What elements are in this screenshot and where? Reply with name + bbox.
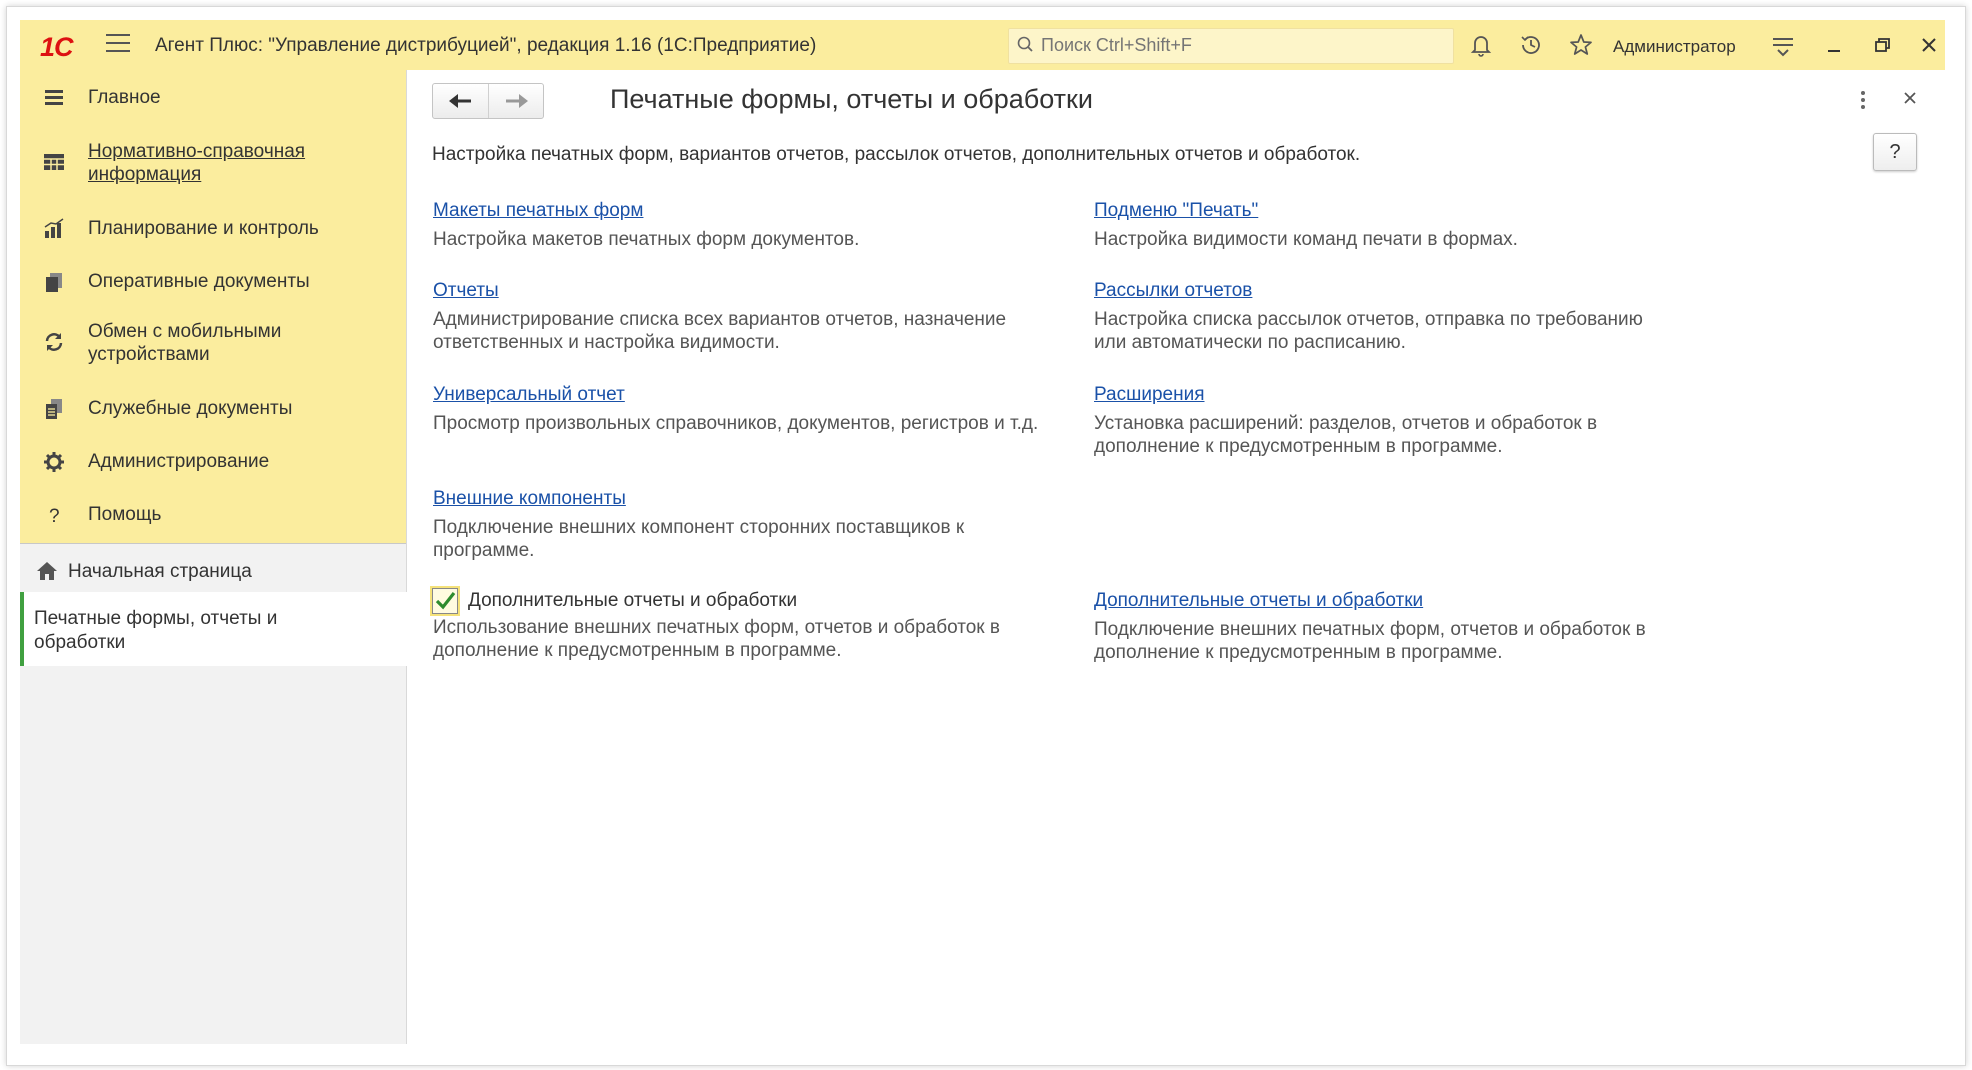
sync-icon (42, 330, 66, 354)
svg-text:?: ? (49, 506, 60, 527)
additional-reports-checkbox-row (432, 588, 797, 614)
print-submenu-link[interactable]: Подменю "Печать" (1094, 200, 1259, 221)
sidebar-item-label: Помощь (88, 504, 162, 525)
section-extensions (1094, 384, 1684, 458)
section-text: Просмотр произвольных справочников, документов, регистров и т.д. (433, 413, 1039, 434)
close-window-icon[interactable] (1915, 31, 1943, 59)
settings-menu-icon[interactable] (1769, 31, 1797, 59)
home-label: Начальная страница (68, 561, 252, 582)
arrow-left-icon (433, 84, 488, 118)
section-additional-reports (1094, 590, 1694, 664)
search-box[interactable] (1008, 28, 1454, 64)
arrow-right-icon (489, 84, 544, 118)
main-menu-button[interactable] (106, 34, 130, 54)
navigation-buttons (432, 83, 544, 119)
sidebar (20, 70, 407, 1044)
section-text: Подключение внешних печатных форм, отчетов и обработок в дополнение к предусмотренным в программе. (1094, 619, 1646, 663)
section-universal-report (433, 384, 1073, 435)
service-documents-icon (42, 397, 66, 421)
sections-menu (20, 70, 406, 544)
section-text: Настройка видимости команд печати в формах. (1094, 229, 1518, 250)
help-button[interactable]: ? (1873, 133, 1917, 171)
bar-chart-icon (42, 217, 66, 241)
history-icon[interactable] (1517, 31, 1545, 59)
main-content (408, 70, 1945, 1044)
question-icon (42, 503, 66, 527)
open-window-tab[interactable] (20, 592, 410, 666)
additional-reports-link[interactable]: Дополнительные отчеты и обработки (1094, 590, 1424, 611)
user-name[interactable]: Администратор (1613, 37, 1736, 56)
table-icon (42, 150, 66, 174)
forward-button[interactable] (488, 84, 544, 118)
sidebar-item-label: Нормативно-справочная информация (88, 141, 306, 185)
gear-icon (42, 450, 66, 474)
restore-icon[interactable] (1868, 31, 1896, 59)
section-print-templates (433, 200, 1073, 251)
report-mailings-link[interactable]: Рассылки отчетов (1094, 280, 1253, 301)
sidebar-item-label: Служебные документы (88, 398, 293, 419)
documents-icon (42, 270, 66, 294)
home-page-link[interactable] (20, 552, 406, 592)
checkbox-label: Дополнительные отчеты и обработки (468, 590, 798, 611)
back-button[interactable] (433, 84, 488, 118)
external-components-link[interactable]: Внешние компоненты (433, 488, 626, 509)
section-text: Администрирование списка всех вариантов отчетов, назначение ответственных и настройка видимости. (433, 309, 1007, 353)
section-text: Настройка списка рассылок отчетов, отправка по требованию или автоматически по расписанию. (1094, 309, 1643, 353)
home-icon (36, 560, 58, 582)
section-text: Настройка макетов печатных форм документов. (433, 229, 860, 250)
checkmark-icon (433, 589, 457, 613)
app-logo: 1С (40, 32, 73, 62)
section-text: Подключение внешних компонент сторонних поставщиков к программе. (433, 517, 965, 561)
app-title: Агент Плюс: "Управление дистрибуцией", редакция 1.16 (1С:Предприятие) (155, 35, 817, 56)
sidebar-item-label: Планирование и контроль (88, 218, 319, 239)
print-templates-link[interactable]: Макеты печатных форм (433, 200, 644, 221)
section-text: Установка расширений: разделов, отчетов и обработок в дополнение к предусмотренным в программе. (1094, 413, 1598, 457)
title-bar (20, 20, 1945, 70)
search-icon (1017, 36, 1033, 52)
search-input[interactable] (1039, 34, 1443, 57)
page-title: Печатные формы, отчеты и обработки (610, 84, 1093, 114)
bell-icon[interactable] (1467, 31, 1495, 59)
more-actions-icon[interactable] (1855, 88, 1871, 112)
section-reports (433, 280, 1073, 354)
section-text: Использование внешних печатных форм, отчетов и обработок в дополнение к предусмотренным в программе. (433, 617, 1000, 661)
section-print-submenu (1094, 200, 1734, 251)
sidebar-item-label: Оперативные документы (88, 271, 310, 292)
close-form-icon[interactable] (1898, 86, 1922, 110)
section-report-mailings (1094, 280, 1654, 354)
page-description: Настройка печатных форм, вариантов отчетов, рассылок отчетов, дополнительных отчетов и обработок. (432, 144, 1361, 165)
list-icon (42, 86, 66, 110)
universal-report-link[interactable]: Универсальный отчет (433, 384, 625, 405)
reports-link[interactable]: Отчеты (433, 280, 499, 301)
sidebar-item-label: Главное (88, 87, 161, 108)
section-external-components (433, 488, 1033, 562)
additional-reports-checkbox[interactable] (432, 588, 458, 614)
extensions-link[interactable]: Расширения (1094, 384, 1205, 405)
star-icon[interactable] (1567, 31, 1595, 59)
open-tab-label: Печатные формы, отчеты и обработки (34, 608, 278, 653)
sidebar-item-label: Обмен с мобильными устройствами (88, 321, 282, 365)
sidebar-item-label: Администрирование (88, 451, 270, 472)
minimize-icon[interactable] (1820, 31, 1848, 59)
section-checkbox-description (433, 616, 1043, 662)
